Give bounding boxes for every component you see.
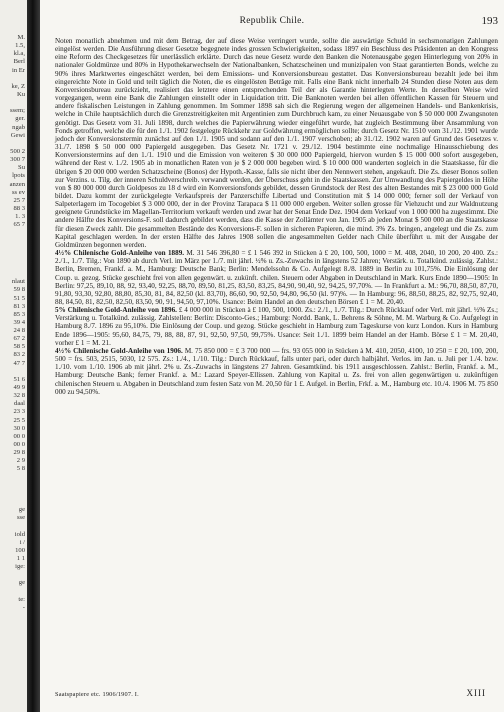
- gutter-line: [0, 75, 27, 83]
- gutter-line: 30 0: [13, 424, 25, 432]
- gutter-line: Su: [18, 164, 25, 172]
- gutter-line: 25 5: [13, 416, 25, 424]
- gutter-line: 32 8: [13, 392, 25, 400]
- gutter-line: 1. 3: [15, 213, 25, 221]
- gutter-line: [0, 522, 27, 530]
- gutter-line: [0, 482, 27, 490]
- gutter-line: ge: [18, 506, 25, 514]
- gutter-line: daal: [14, 400, 25, 408]
- gutter-line: 58 5: [13, 343, 25, 351]
- gutter-line: 81 3: [13, 302, 25, 310]
- gutter-line: 83 2: [13, 351, 25, 359]
- gutter-line: 29 8: [13, 449, 25, 457]
- gutter-line: Berl: [13, 58, 25, 66]
- section-1906-loan: [55, 347, 498, 396]
- gutter-line: 500 2: [10, 147, 25, 155]
- gutter-line: 65 7: [13, 221, 25, 229]
- gutter-line: i /: [19, 538, 25, 546]
- gutter-line: [0, 490, 27, 498]
- section-heading: 4½% Chilenische Gold-Anleihe von 1889.: [55, 249, 185, 258]
- section-1896-loan: [55, 306, 498, 347]
- gutter-line: kl.a,: [13, 50, 25, 58]
- gutter-line: [0, 368, 27, 376]
- body-text: [55, 37, 498, 396]
- gutter-line: ke, Z: [11, 82, 25, 90]
- gutter-line: te:: [18, 595, 25, 603]
- gutter-line: [0, 270, 27, 278]
- gutter-line: ss ev: [11, 188, 25, 196]
- gutter-line: 2 9: [16, 457, 25, 465]
- gutter-line: nlaut: [11, 278, 25, 286]
- section-body: M. 75 850 000 = £ 3 700 000 — frs. 93 055 000 in Stücken à M. 410, 2050, 4100, 10 250 = £ 20, 100, 200, 500 = frs. 503, 2515, 5030, 12 575. Zs.: 1./4., 1./10. Tilg.: Durch Rückkauf, falls unter pari, oder durch halbjährl. Verlos. im Jan. u. Juli per 1./4. bzw. 1./10. vom 1./10. 1906 ab mit jährl. 2% u. Zs.-Zuwachs in längstens 27 Jahren. Gesamtkünd. bis 1911 ausgeschlossen. Zahlst.: Berlin, Frankf. a. M., Hamburg: Deutsche Bank; ferner Frankf. a. M.: Lazard Speyer-Ellissen. Zahlung von Kapital u. Zs. frei von allen gegenwärtigen u. zukünftigen chilenischen Steuern u. Abgaben in Deutschland zum festen Satz von M. 20,50 für 1 £. Aufgel. in Berlin, Frkf. a. M., Hamburg etc. 10./4. 1906 M. 75 850 000 zu 94,50%.: [55, 346, 498, 396]
- gutter-line: 51 5: [13, 294, 25, 302]
- gutter-line: 00 0: [13, 441, 25, 449]
- gutter-line: Gewi: [10, 131, 25, 139]
- gutter-line: sse: [16, 514, 25, 522]
- gutter-line: [0, 571, 27, 579]
- gutter-line: 00 0: [13, 432, 25, 440]
- gutter-line: 59 8: [13, 286, 25, 294]
- section-body: M. 31 546 396,80 = £ 1 546 392 in Stücken à £ 20, 100, 500, 1000 = M. 408, 2040, 10 200, 20 400. Zs.: 2./1., 1./7. Tilg.: Von 1890 ab durch Verl. im März per 1./7. mit jährl. ½% u. Zs.-Zuwachs in längstens 52 Jahren; Verstärk. u. Totalkünd. zulässig. Zahlst.: Berlin, Bremen, Frankf. a. M., Hamburg: Deutsche Bank; Berlin: Mendelssohn & Co. Aufgelegt 8./8. 1889 in Berlin zu 101,75%. Die Einlösung der Coup. u. gezog. Stücke geschieht frei von allen gegenwärt. u. zukünft. chilen. Steuern oder Abgaben in Deutschland in Mark. Kurs Ende 1890—1905: In Berlin: 97,25, 89,10, 88, 92, 93,40, 92,25, 88,70, 89,50, 81,25, 83,50, 83,25, 84,90, 90,40, 92, 94,25, 97,70%. — In Frankfurt a. M.: 96,70, 88,50, 87,70, 91,80, 93,30, 92,80, 88,80, 85,30, 81, 84, 82,50 (kl. 83,70), 86,60, 90, 92,50, 94,80, 96,50 (kl. 97)%. — In Hamburg: 96, 88,50, 88,25, 82, 92,75, 92,40, 88, 84,50, 81, 82,50, 82,50, 83,50, 90, 91, 94,50, 97,10%. Usance: Beim Handel an den deutschen Börsen £ 1 = M. 20,40.: [55, 249, 498, 306]
- gutter-line: -: [22, 603, 25, 611]
- gutter-line: ge: [18, 579, 25, 587]
- gutter-line: 24 8: [13, 327, 25, 335]
- gutter-line: ngab: [12, 123, 25, 131]
- gutter-line: [0, 262, 27, 270]
- gutter-line: 88 3: [13, 204, 25, 212]
- section-heading: 5% Chilenische Gold-Anleihe von 1896.: [55, 306, 177, 315]
- intro-paragraph: Noten monatlich abnehmen und mit dem Betrag, der auf diese Weise verringert wurde, sollte die auswärtige Schuld in sechsmonatigen Zahlungen eingelöst werden. Die Ausführung dieser Gesetze begegnete indes grossen Schwierigkeiten, sodass 1897 ein Beschluss des Präsidenten an den Kongress eine Reform des Checkgesetzes für unerlässlich erklärte. Durch das neue Gesetz wurde den Banken die Notenausgabe gegen Hinterlegung von 20% in nationaler Goldmünze und 80% in Hypothekarwechseln der Nationalbanken, Schatzscheinen und munizipalen von Staat garantierten Bonds, welche zu 90% ihres Marktwertes eingeschätzt werden, bei dem Emissions- und Konversionsbureau gestattet. Das Konversionsbureau bezahlt jede bei ihm eingereichte Note in Gold und teilt täglich die Noten, die es eingelösten Beträge mit. Falls eine Bank nicht innerhalb 24 Stunden diese Noten aus dem Konversionsbureau zurückzieht, realisiert das letztere einen entsprechenden Teil der als Garantie hinterlegten Werte. In derselben Weise wird vorgegangen, wenn eine Bank die Zahlungen einstellt oder in Liquidation tritt. Die Banknoten werden bei allen öffentlichen Kassen für Steuern und andere fiskalischen Leistungen in Zahlung genommen. Im Sommer 1898 sah sich die Regierung wegen der allgemeinen Handels- und Bankenkrisis, welche in Chile hauptsächlich durch die Grenzstreitigkeiten mit Argentinien zum Durchbruch kam, zu einer Neuausgabe von $ 50 000 000 Zwangsnoten genötigt. Das Gesetz vom 31. Juli 1898, durch welches die Papierwährung wieder eingeführt wurde, hat zugleich Bestimmung über Ansammlung von Fonds getroffen, welche die für den 1./1. 1902 festgelegte Rückkehr zur Goldwährung ermöglichen sollte; durch Gesetz Nr. 1510 vom 31./12. 1901 wurde jedoch der Konversionstermin zunächst auf den 1./1. 1905 und sodann auf den 1./1. 1907 verschoben; ab 31./12. 1902 waren auf Grund des Gesetzes v. 31./7. 1898 $ 50 000 000 Papiergeld ausgegeben. Das Gesetz Nr. 1721 v. 29./12. 1904 bestimmte eine nochmalige Hinausschiebung des Konversionstermins auf den 1./1. 1910 und die Emission von weiteren $ 30 000 000 Papiergeld, hiervon wurden $ 15 000 000 sofort ausgegeben, während der Rest v. 1./2. 1905 ab in monatlichen Raten von je $ 2 000 000 begeben wird. $ 10 000 000 wanderten sogleich in die Staatskasse, für die übrigen $ 20 000 000 werden Schatzscheine (Bonos) der Hypoth.-Kasse, falls sie nicht über den Nennwert stehen, angekauft. Die Zs. dieser Bonos sollen zur Verzins. u. Tilg. der inneren Schuldverschreib. verwandt werden, der Überschuss geht in die Staatskassen. Zur Umwandlung des Papiergeldes in Höhe von $ 80 000 000 durch Goldpesos zu 18 d wird ein Konversionsfonds gebildet, dessen Grundstock der Rest des alten Bestandes mit $ 23 000 000 Gold bildet. Dazu kommt der zurückgelegte Verkaufspreis der Panzerschiffe Libertad und Constitution mit $ 14 000 000; ferner soll der Verkauf von Salpeterlagern im Tocogebiet $ 3 000 000, der in der Provinz Tarapaca $ 11 000 000 ergeben. Weiter sollen grosse für Viehzucht und zur Waldnutzung geeignete Grundstücke im Magellan-Territorium verkauft werden und zwar hat der Senat Ende Dez. 1904 dem Verkauf von 1 000 000 ha zugestimmt. Die andere Hälfte des Konversions-F. soll dadurch gebildet werden, dass die Kasse der Zollämter von Jan. 1905 ab jeden Monat $ 500 000 an die Staatskasse für diesen Zweck zahlt. Die gesammelten Bestände des Konversions-F. sollen in sicheren Papieren, die mind. 3% Zs. bringen, angelegt und die Zs. zum Kapital geschlagen werden. In der ersten Hälfte des Jahres 1908 sollen die angesammelten Gelder nach Chile überführt u. mit der Ausgabe der Goldmünzen begonnen werden.: [55, 37, 498, 249]
- section-1889-loan: [55, 249, 498, 306]
- footer-signature-mark: XIII: [466, 688, 486, 698]
- gutter-line: 25 7: [13, 196, 25, 204]
- gutter-line: Ku: [16, 90, 25, 98]
- gutter-line: [0, 246, 27, 254]
- gutter-line: iold: [14, 530, 25, 538]
- gutter-line: [0, 229, 27, 237]
- book-page: [40, 0, 504, 712]
- gutter-line: 1.5,: [15, 42, 25, 50]
- running-title: Republik Chile.: [239, 16, 305, 26]
- gutter-line: 47 7: [13, 359, 25, 367]
- gutter-line: 67 2: [13, 335, 25, 343]
- gutter-line: anzen: [9, 180, 25, 188]
- gutter-line: 100: [15, 546, 25, 554]
- gutter-line: [0, 99, 27, 107]
- page-number: 193: [481, 15, 498, 27]
- gutter-line: 23 3: [13, 408, 25, 416]
- gutter-line: 1 1: [16, 555, 25, 562]
- gutter-line: [0, 474, 27, 482]
- gutter-line: ssem;: [9, 107, 25, 115]
- gutter-line: [0, 254, 27, 262]
- gutter-line: [0, 588, 27, 596]
- book-spine-shadow: [27, 0, 40, 712]
- section-body: £ 4 000 000 in Stücken à £ 100, 500, 1000. Zs.: 2./1., 1./7. Tilg.: Durch Rückkauf oder Verl. mit jährl. ½% Zs.; Verstärkung u. Totalkünd. zulässig. Zahlstellen: Berlin: Disconto-Ges.; Hamburg: Nordd. Bank, L. Behrens & Söhne, M. M. Warburg & Co. Aufgelegt in Hamburg 8./7. 1896 zu 95,10%. Die Einlösung der Coup. und gezog. Stücke geschieht in Hamburg zum Tageskurse von kurz London. Kurs in Hamburg Ende 1896—1905: 95,60, 84,75, 79, 88, 88, 87, 91, 92,50, 97,50, 99,75%. Usance: Seit 1./1. 1899 beim Handel an der Hamb. Börse £ 1 = M. 20,40, vorher £ 1 = M. 21.: [55, 306, 499, 347]
- gutter-line: ger.: [15, 115, 25, 123]
- section-heading: 4½% Chilenische Gold-Anleihe von 1906.: [55, 346, 183, 355]
- gutter-line: [0, 238, 27, 246]
- footer-publication: Saatspapiere etc. 1906/1907. I.: [55, 691, 139, 698]
- gutter-line: 85 3: [13, 310, 25, 318]
- facing-page-margin-fragment: [0, 0, 27, 712]
- running-head: [40, 16, 504, 30]
- gutter-line: ige:: [15, 563, 25, 571]
- gutter-line: M.: [17, 34, 25, 41]
- gutter-line: [0, 498, 27, 506]
- gutter-line: 49 9: [13, 384, 25, 392]
- gutter-line: 39 4: [13, 318, 25, 326]
- gutter-line: [0, 140, 27, 148]
- gutter-line: 51 6: [13, 375, 25, 383]
- gutter-line: in Er: [11, 66, 25, 74]
- gutter-line: 300 7: [10, 156, 25, 164]
- gutter-line: 5 8: [16, 465, 25, 473]
- gutter-line: lpots: [12, 172, 25, 180]
